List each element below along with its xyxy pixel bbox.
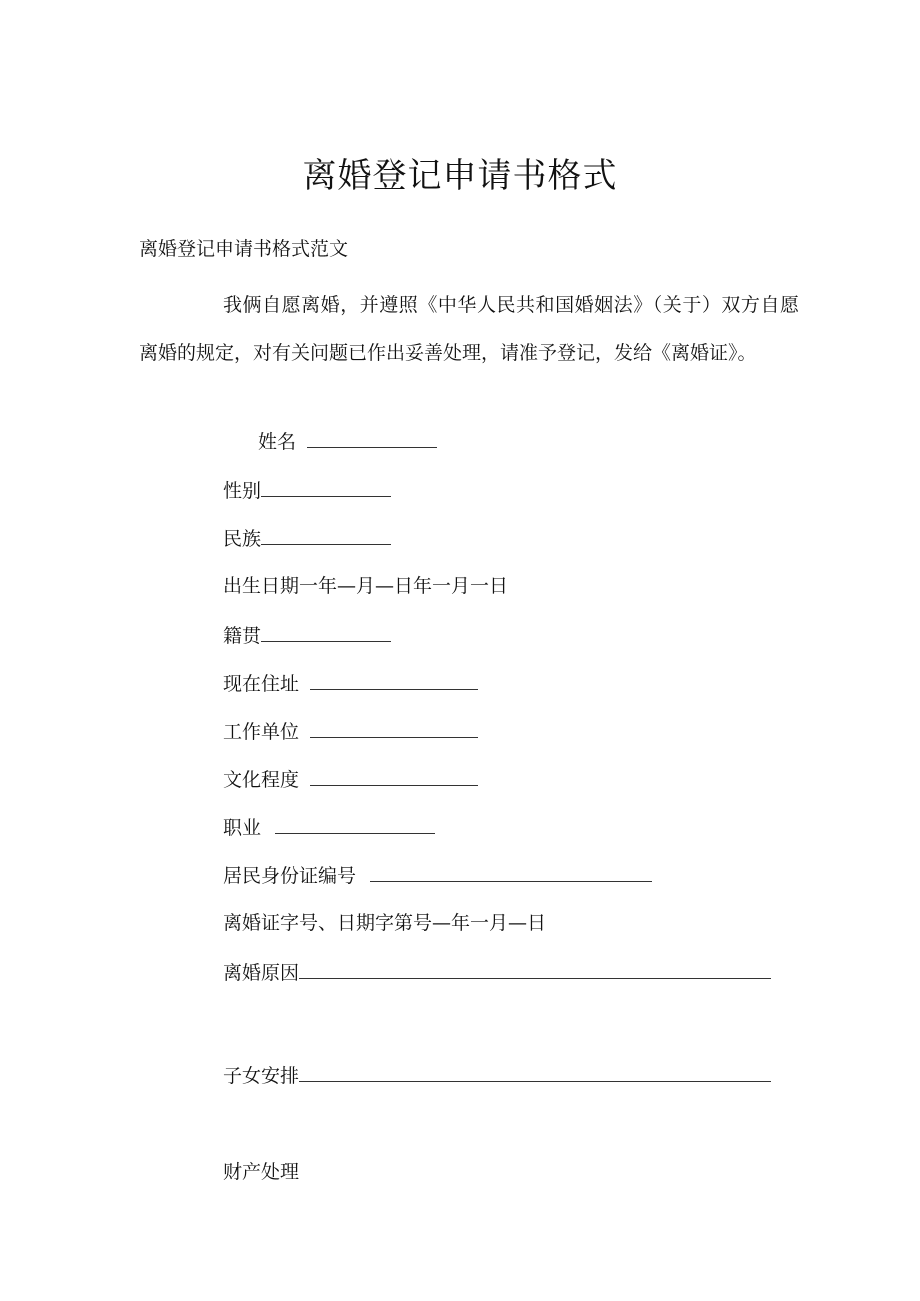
- field-children-arrangement: [223, 1061, 771, 1089]
- field-property-handling-label: 财产处理: [223, 1161, 300, 1183]
- field-occupation: [223, 813, 435, 841]
- field-divorce-cert: [223, 909, 546, 937]
- field-ethnicity-label: 民族: [223, 528, 262, 550]
- field-current-address-blank[interactable]: [310, 669, 478, 690]
- field-divorce-reason-blank[interactable]: [299, 958, 771, 979]
- field-divorce-reason-label: 离婚原因: [223, 962, 300, 984]
- field-id-number-label: 居民身份证编号: [223, 865, 357, 887]
- field-id-number: [223, 861, 652, 889]
- field-name-blank[interactable]: [307, 427, 437, 448]
- field-work-unit-label: 工作单位: [223, 721, 300, 743]
- field-native-place-label: 籍贯: [223, 625, 262, 647]
- field-current-address-label: 现在住址: [223, 673, 300, 695]
- field-gender: [223, 476, 391, 504]
- field-children-arrangement-label: 子女安排: [223, 1065, 300, 1087]
- document-subtitle: 离婚登记申请书格式范文: [139, 238, 349, 260]
- field-work-unit: [223, 717, 478, 745]
- field-children-arrangement-blank[interactable]: [299, 1061, 771, 1082]
- field-work-unit-blank[interactable]: [310, 717, 478, 738]
- field-education: [223, 765, 478, 793]
- field-birth-date-label: 出生日期一年—月—日年一月一日: [223, 575, 509, 597]
- field-ethnicity-blank[interactable]: [261, 524, 391, 545]
- field-divorce-cert-label: 离婚证字号、日期字第号—年一月—日: [223, 912, 547, 934]
- field-name: [258, 427, 437, 455]
- page-title: 离婚登记申请书格式: [302, 156, 618, 196]
- field-id-number-blank[interactable]: [370, 861, 652, 882]
- field-gender-blank[interactable]: [261, 476, 391, 497]
- field-education-label: 文化程度: [223, 769, 300, 791]
- field-gender-label: 性别: [223, 480, 262, 502]
- field-property-handling: [223, 1158, 299, 1186]
- field-divorce-reason: [223, 958, 771, 986]
- field-current-address: [223, 669, 478, 697]
- field-name-label: 姓名: [258, 431, 297, 453]
- field-education-blank[interactable]: [310, 765, 478, 786]
- field-native-place: [223, 621, 391, 649]
- declaration-paragraph: 我俩自愿离婚，并遵照《中华人民共和国婚姻法》（关于）双方自愿离婚的规定，对有关问题已作出妥善处理，请准予登记，发给《离婚证》。: [139, 294, 799, 364]
- field-occupation-blank[interactable]: [275, 813, 435, 834]
- field-native-place-blank[interactable]: [261, 621, 391, 642]
- field-ethnicity: [223, 524, 391, 552]
- field-birth-date: [223, 572, 508, 600]
- field-occupation-label: 职业: [223, 817, 262, 839]
